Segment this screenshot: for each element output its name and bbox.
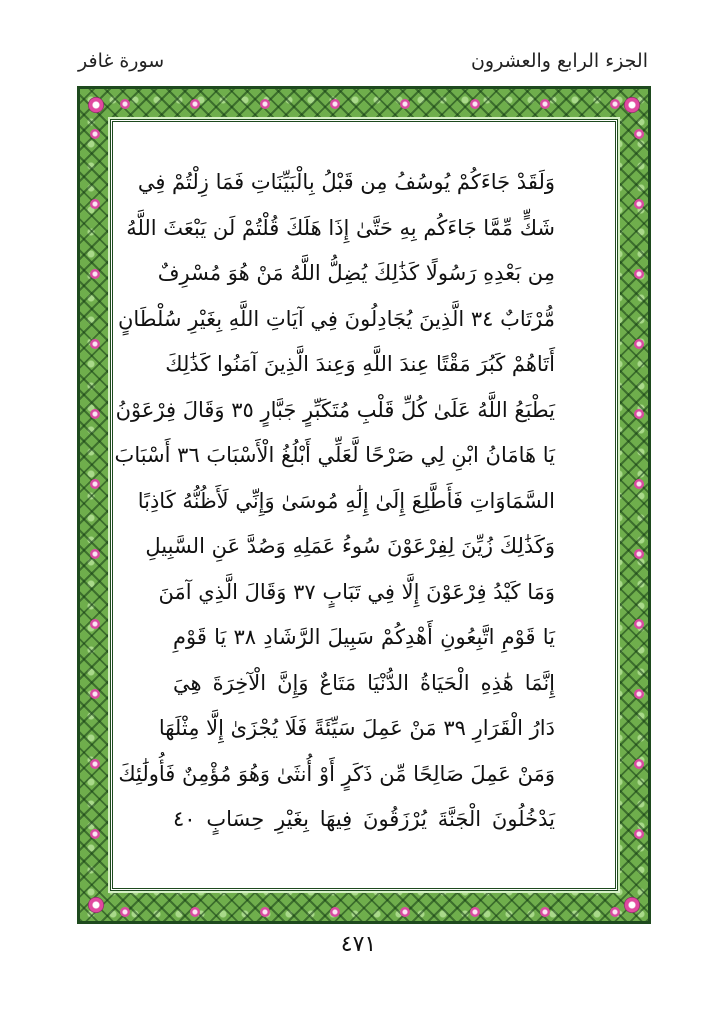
text-line: إِنَّمَا هَٰذِهِ الْحَيَاةُ الدُّنْيَا مَتَاعٌ وَإِنَّ الْآخِرَةَ هِيَ xyxy=(173,670,555,695)
border-rosette-icon xyxy=(634,689,644,699)
text-line: وَكَذَٰلِكَ زُيِّنَ لِفِرْعَوْنَ سُوءُ عَمَلِهِ وَصُدَّ عَنِ السَّبِيلِ xyxy=(145,534,555,558)
border-rosette-icon xyxy=(634,129,644,139)
border-rosette-icon xyxy=(634,339,644,349)
text-line: وَمَا كَيْدُ فِرْعَوْنَ إِلَّا فِي تَبَابٍ ٣٧ وَقَالَ الَّذِي آمَنَ xyxy=(158,579,555,604)
border-rosette-icon xyxy=(330,907,340,917)
border-rosette-icon xyxy=(610,99,620,109)
border-rosette-icon xyxy=(634,479,644,489)
border-rosette-icon xyxy=(634,199,644,209)
text-line: السَّمَاوَاتِ فَأَطَّلِعَ إِلَىٰ إِلَٰهِ مُوسَىٰ وَإِنِّي لَأَظُنُّهُ كَاذِبًا xyxy=(137,488,555,513)
border-rosette-icon xyxy=(90,129,100,139)
border-rosette-icon xyxy=(260,907,270,917)
text-line: يَطْبَعُ اللَّهُ عَلَىٰ كُلِّ قَلْبِ مُتَكَبِّرٍ جَبَّارٍ ٣٥ وَقَالَ فِرْعَوْنُ xyxy=(115,397,555,422)
corner-ornament-icon xyxy=(624,897,640,913)
border-rosette-icon xyxy=(90,409,100,419)
border-rosette-icon xyxy=(634,409,644,419)
text-line: أَتَاهُمْ كَبُرَ مَقْتًا عِندَ اللَّهِ وَعِندَ الَّذِينَ آمَنُوا كَذَٰلِكَ xyxy=(165,352,555,376)
border-rosette-icon xyxy=(90,339,100,349)
border-rosette-icon xyxy=(470,907,480,917)
border-rosette-icon xyxy=(90,619,100,629)
border-rosette-icon xyxy=(90,269,100,279)
border-rosette-icon xyxy=(90,759,100,769)
border-rosette-icon xyxy=(634,619,644,629)
page-header xyxy=(78,50,648,82)
border-rosette-icon xyxy=(90,689,100,699)
border-rosette-icon xyxy=(330,99,340,109)
text-line: مُّرْتَابٌ ٣٤ الَّذِينَ يُجَادِلُونَ فِي آيَاتِ اللَّهِ بِغَيْرِ سُلْطَانٍ xyxy=(117,306,555,331)
juz-title: الجزء الرابع والعشرون xyxy=(470,50,648,72)
decorative-border xyxy=(77,86,651,924)
text-line: يَا قَوْمِ اتَّبِعُونِ أَهْدِكُمْ سَبِيلَ الرَّشَادِ ٣٨ يَا قَوْمِ xyxy=(173,625,555,649)
border-rosette-icon xyxy=(90,829,100,839)
border-rosette-icon xyxy=(400,99,410,109)
border-rosette-icon xyxy=(400,907,410,917)
border-rosette-icon xyxy=(90,479,100,489)
border-rosette-icon xyxy=(90,549,100,559)
border-rosette-icon xyxy=(190,907,200,917)
corner-ornament-icon xyxy=(88,97,104,113)
border-rosette-icon xyxy=(120,907,130,917)
border-rosette-icon xyxy=(120,99,130,109)
border-rosette-icon xyxy=(610,907,620,917)
border-rosette-icon xyxy=(90,199,100,209)
border-rosette-icon xyxy=(260,99,270,109)
border-rosette-icon xyxy=(470,99,480,109)
page-number: ٤٧١ xyxy=(340,932,377,957)
text-line: مِن بَعْدِهِ رَسُولًا كَذَٰلِكَ يُضِلُّ اللَّهُ مَنْ هُوَ مُسْرِفٌ xyxy=(157,261,555,285)
text-line: يَدْخُلُونَ الْجَنَّةَ يُرْزَقُونَ فِيهَا بِغَيْرِ حِسَابٍ ٤٠ xyxy=(173,807,555,831)
text-line: دَارُ الْقَرَارِ ٣٩ مَنْ عَمِلَ سَيِّئَةً فَلَا يُجْزَىٰ إِلَّا مِثْلَهَا xyxy=(158,716,555,740)
quran-text xyxy=(114,160,555,843)
border-rosette-icon xyxy=(540,99,550,109)
border-rosette-icon xyxy=(634,759,644,769)
corner-ornament-icon xyxy=(88,897,104,913)
border-rosette-icon xyxy=(190,99,200,109)
text-line: وَمَنْ عَمِلَ صَالِحًا مِّن ذَكَرٍ أَوْ أُنثَىٰ وَهُوَ مُؤْمِنٌ فَأُولَٰئِكَ xyxy=(118,761,555,786)
text-line: يَا هَامَانُ ابْنِ لِي صَرْحًا لَّعَلِّي أَبْلُغُ الْأَسْبَابَ ٣٦ أَسْبَابَ xyxy=(114,443,555,467)
corner-ornament-icon xyxy=(624,97,640,113)
text-line: وَلَقَدْ جَاءَكُمْ يُوسُفُ مِن قَبْلُ بِالْبَيِّنَاتِ فَمَا زِلْتُمْ فِي xyxy=(137,170,555,194)
surah-title: سورة غافر xyxy=(78,50,165,72)
border-rosette-icon xyxy=(634,549,644,559)
border-rosette-icon xyxy=(540,907,550,917)
border-rosette-icon xyxy=(634,269,644,279)
border-rosette-icon xyxy=(634,829,644,839)
text-line: شَكٍّ مِّمَّا جَاءَكُم بِهِ حَتَّىٰ إِذَا هَلَكَ قُلْتُمْ لَن يَبْعَثَ اللَّهُ xyxy=(126,215,555,240)
text-panel xyxy=(110,119,618,891)
